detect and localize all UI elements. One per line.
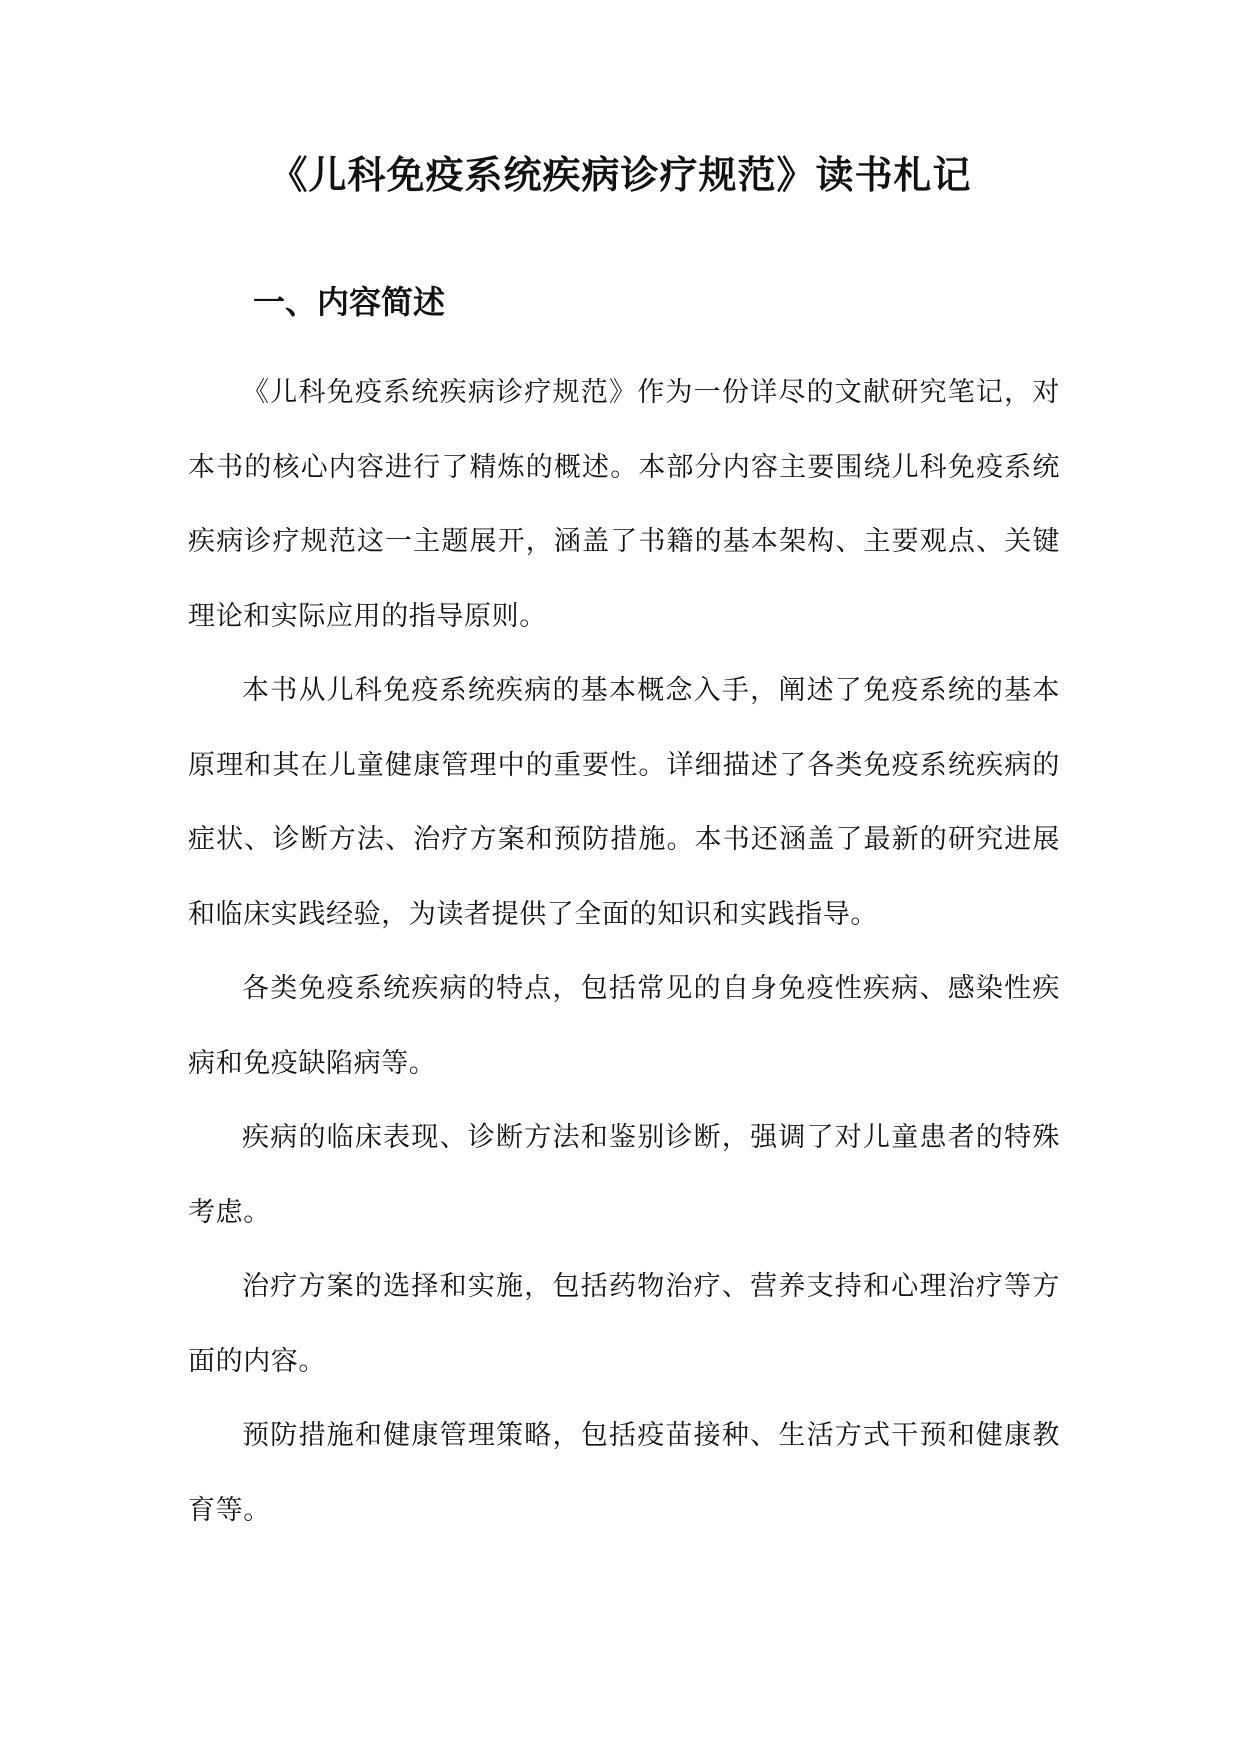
section-body [188, 356, 1060, 1548]
paragraph-book-content: 本书从儿科免疫系统疾病的基本概念入手，阐述了免疫系统的基本原理和其在儿童健康管理中的重要性。详细描述了各类免疫系统疾病的症状、诊断方法、治疗方案和预防措施。本书还涵盖了最新的研究进展和临床实践经验，为读者提供了全面的知识和实践指导。 [188, 675, 1060, 930]
paragraph-treatment: 治疗方案的选择和实施，包括药物治疗、营养支持和心理治疗等方面的内容。 [188, 1271, 1060, 1377]
section-heading: 一、内容简述 [253, 283, 446, 321]
document-title: 《儿科免疫系统疾病诊疗规范》读书札记 [269, 152, 972, 197]
paragraph-disease-types: 各类免疫系统疾病的特点，包括常见的自身免疫性疾病、感染性疾病和免疫缺陷病等。 [188, 973, 1060, 1079]
paragraph-overview: 《儿科免疫系统疾病诊疗规范》作为一份详尽的文献研究笔记，对本书的核心内容进行了精炼的概述。本部分内容主要围绕儿科免疫系统疾病诊疗规范这一主题展开，涵盖了书籍的基本架构、主要观点、关键理论和实际应用的指导原则。 [188, 377, 1060, 632]
paragraph-prevention: 预防措施和健康管理策略，包括疫苗接种、生活方式干预和健康教育等。 [188, 1420, 1060, 1526]
paragraph-diagnosis: 疾病的临床表现、诊断方法和鉴别诊断，强调了对儿童患者的特殊考虑。 [188, 1122, 1060, 1228]
